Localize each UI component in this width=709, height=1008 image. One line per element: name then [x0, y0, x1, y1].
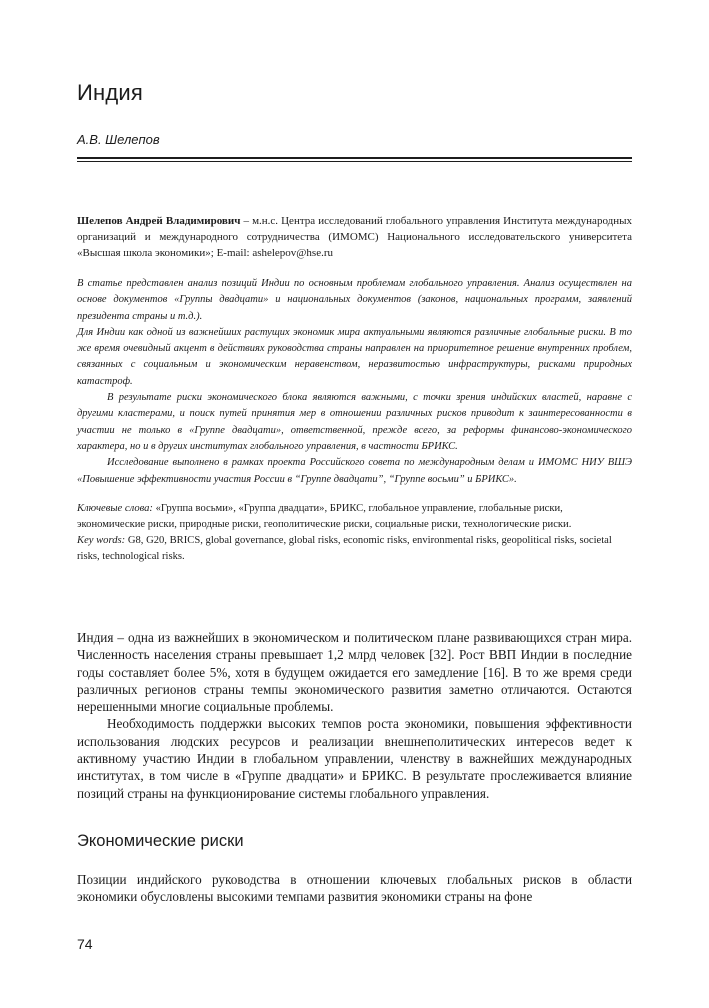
keywords-ru-label: Ключевые слова: — [77, 503, 153, 514]
body-paragraph: Индия – одна из важнейших в экономическом и политическом плане развивающихся стран мира. Численность населения страны превышает 1,2 млрд человек [32]. Рост ВВП Индии в последние годы составляет более 5%, хотя в будущем ожидается его замедление [16]. В то же время среди различных регионов страны темпы экономического развития заметно отличаются. Остаются нерешенными многие социальные проблемы. — [77, 630, 632, 715]
keywords-en-label: Key words: — [77, 535, 126, 546]
keywords-block — [77, 501, 632, 565]
body-text — [77, 629, 632, 802]
page-number: 74 — [77, 936, 93, 952]
keywords-ru-text: «Группа восьми», «Группа двадцати», БРИКС, глобальное управление, глобальные риски, экономические риски, природные риски, геополитические риски, социальные риски, технологические риски. — [77, 503, 572, 530]
body-paragraph: Необходимость поддержки высоких темпов роста экономики, повышения эффективности использования людских ресурсов и реализации внешнеполитических интересов ведет к активному участию Индии в глобальном управлении, членству в важнейших международных институтах, в том числе в «Группе двадцати» и БРИКС. В результате прослеживается влияние позиций страны на функционирование системы глобального управления. — [77, 716, 632, 801]
author-bio — [77, 213, 632, 261]
article-title: Индия — [77, 80, 144, 105]
author-name: А.В. Шелепов — [77, 132, 160, 147]
abstract-paragraph: Для Индии как одной из важнейших растущих экономик мира актуальными являются различные глобальные риски. В то же время очевидный акцент в действиях руководства страны направлен на приоритетное решение внутренних проблем, связанных с социальным и экономическим неравенством, неразвитостью инфраструктуры, рисками природных катастроф. — [77, 326, 632, 387]
abstract-paragraph: В результате риски экономического блока являются важными, с точки зрения индийских властей, наравне с другими кластерами, и поиск путей принятия мер в отношении различных рисков приводит к заинтересованности в участии не только в «Группе двадцати», ответственной, прежде всего, за реформы финансово-экономического характера, но и в других институтах глобального управления, в частности БРИКС. — [77, 392, 632, 452]
bio-text: – м.н.с. Центра исследований глобального управления Института международных организаций и международного сотрудничества (ИМОМС) Национального исследовательского университета «Высшая школа экономики»; E-mail: ashelepov@hse.ru — [77, 215, 632, 259]
keywords-ru — [77, 501, 632, 533]
abstract — [77, 276, 632, 488]
body-paragraph: Позиции индийского руководства в отношении ключевых глобальных рисков в области экономики обусловлены высокими темпами развития экономики страны на фоне — [77, 872, 632, 905]
bio-name: Шелепов Андрей Владимирович — [77, 215, 241, 227]
keywords-en — [77, 533, 632, 565]
section-body-text — [77, 871, 632, 906]
abstract-funding-note: Исследование выполнено в рамках проекта Российского совета по международным делам и ИМОМС НИУ ВШЭ «Повышение эффективности участия России в “Группе двадцати”, “Группе восьми” и БРИКС». — [77, 457, 632, 485]
header-rule-thin — [77, 161, 632, 162]
section-heading: Экономические риски — [77, 832, 244, 850]
abstract-paragraph: В статье представлен анализ позиций Индии по основным проблемам глобального управления. Анализ осуществлен на основе документов «Группы двадцати» и национальных документов (законов, национальных программ, заявлений президента страны и т.д.). — [77, 278, 632, 322]
header-rule-thick — [77, 157, 632, 159]
keywords-en-text: G8, G20, BRICS, global governance, global risks, economic risks, environmental risks, geopolitical risks, societal risks, technological risks. — [77, 535, 612, 562]
